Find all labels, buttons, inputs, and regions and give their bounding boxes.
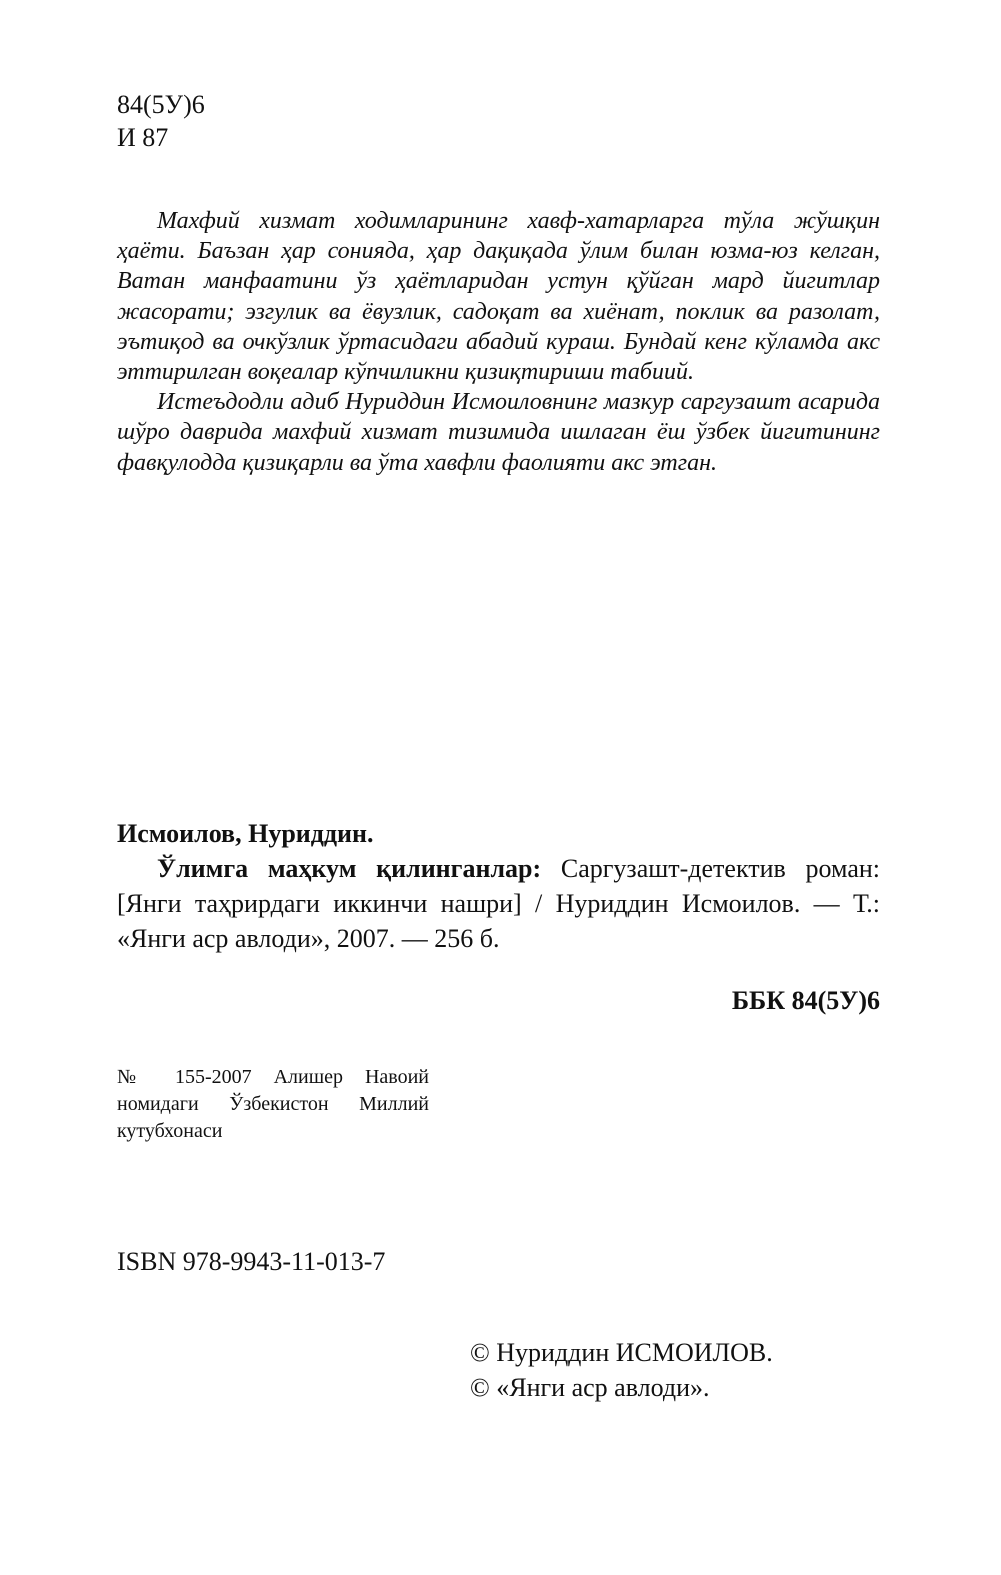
annotation [117, 206, 880, 478]
copyright [470, 1335, 773, 1405]
record-title: Ўлимга маҳкум қилинганлар: [157, 854, 542, 883]
bibliographic-record [117, 816, 880, 956]
copyright-publisher: © «Янги аср авлоди». [470, 1373, 710, 1402]
annotation-paragraph-2: Истеъдодли адиб Нуриддин Исмоиловнинг мазкур саргузашт асарида шўро даврида махфий хизмат тизимида ишлаган ёш ўзбек йигитининг фавқулодда қизиқарли ва ўта хавфли фаолияти акс этган. [117, 389, 880, 476]
bbk-code: ББК 84(5У)6 [731, 986, 880, 1015]
isbn: ISBN 978-9943-11-013-7 [117, 1247, 386, 1276]
author-mark: И 87 [117, 123, 169, 152]
annotation-paragraph-1: Махфий хизмат ходимларининг хавф-хатарларга тўла жўшқин ҳаёти. Баъзан ҳар сонияда, ҳар дақиқада ўлим билан юзма-юз келган, Ватан манфаатини ўз ҳаётларидан устун қўйган мард йигитлар жасорати; эзгулик ва ёвузлик, садоқат ва хиёнат, поклик ва разолат, эътиқод ва очкўзлик ўртасидаги абадий кураш. Бундай кенг кўламда акс эттирилган воқеалар кўпчиликни қизиқтириши табиий. [117, 208, 880, 386]
classification-codes [117, 88, 205, 154]
record-entry [117, 851, 880, 956]
udk-code: 84(5У)6 [117, 90, 205, 119]
library-note: № 155-2007 Алишер Навоий номидаги Ўзбекистон Миллий кутубхонаси [117, 1066, 429, 1142]
record-author: Исмоилов, Нуриддин. [117, 819, 374, 848]
copyright-author: © Нуриддин ИСМОИЛОВ. [470, 1338, 773, 1367]
record-details: Саргузашт-детектив роман: [Янги таҳрирдаги иккинчи нашри] / Нуриддин Исмоилов. — Т.: «Янги аср авлоди», 2007. — 256 б. [117, 854, 880, 953]
